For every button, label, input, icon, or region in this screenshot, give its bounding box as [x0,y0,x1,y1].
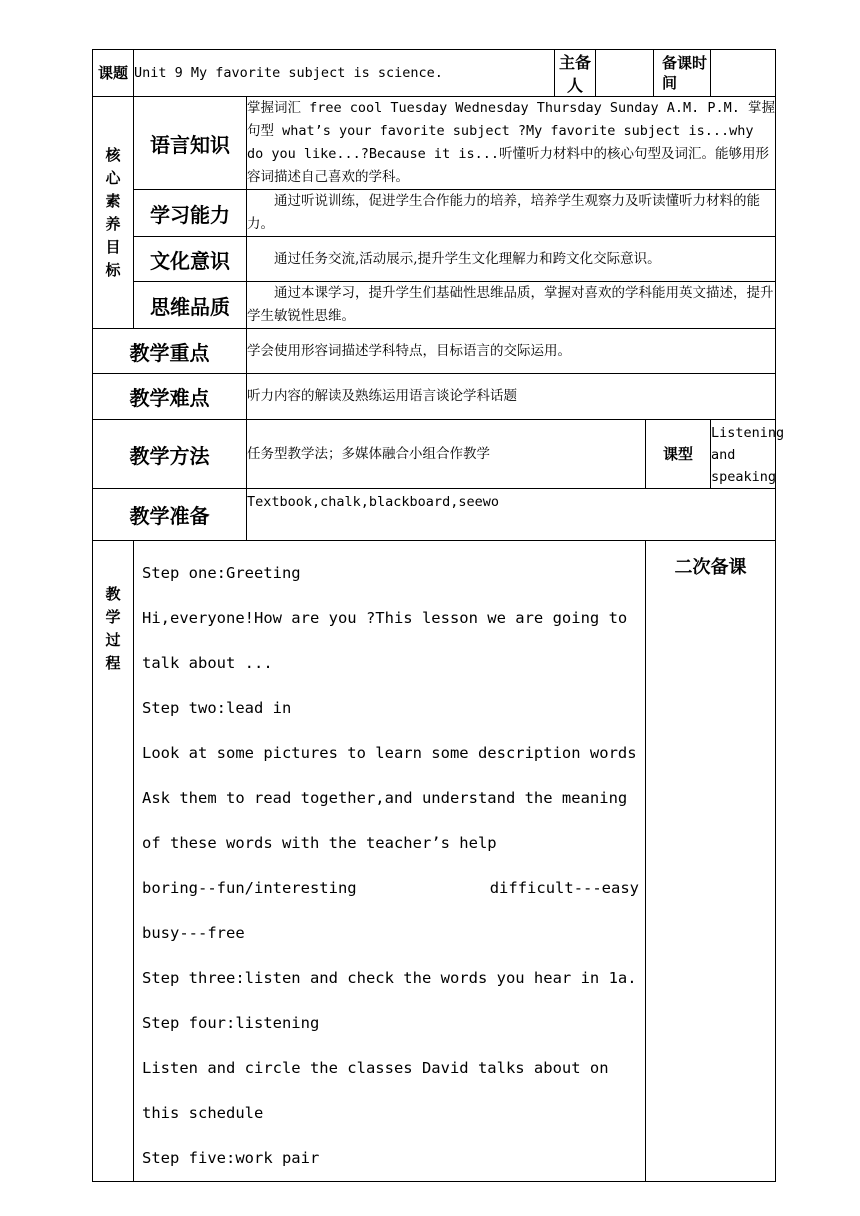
preparation-text: Textbook,chalk,blackboard,seewo [247,489,776,541]
core-goals-label: 核心素养目标 [93,97,134,329]
goal-row-culture [93,237,776,282]
key-points-row [93,329,776,374]
prep-time-label: 备课时间 [654,50,711,97]
second-prep-label: 二次备课 [646,541,776,1182]
goal-row-thinking [93,282,776,329]
goal-label-culture: 文化意识 [134,237,247,282]
process-row [93,541,776,1182]
preparer-value [596,50,654,97]
step-line: talk about ... [142,654,273,672]
step-line: Look at some pictures to learn some description words [142,744,637,762]
step-line: Hi,everyone!How are you ?This lesson we are going to [142,609,628,627]
goal-text-learning: 通过听说训练，促进学生合作能力的培养，培养学生观察力及听读懂听力材料的能力。 [247,190,776,237]
goal-text-thinking: 通过本课学习，提升学生们基础性思维品质，掌握对喜欢的学科能用英文描述，提升学生敏锐性思维。 [247,282,776,329]
difficulties-text: 听力内容的解读及熟练运用语言谈论学科话题 [247,374,776,420]
methods-text: 任务型教学法；多媒体融合小组合作教学 [247,420,646,489]
preparation-label: 教学准备 [93,489,247,541]
goal-label-learning: 学习能力 [134,190,247,237]
preparation-row [93,489,776,541]
step-line: Listen and circle the classes David talks about on [142,1059,609,1077]
goal-text-language: 掌握词汇 free cool Tuesday Wednesday Thursday Sunday A.M. P.M. 掌握句型 what’s your favorite subject ?My favorite subject is...why do you like...?Because it is...听懂听力材料中的核心句型及词汇。能够用形容词描述自己喜欢的学科。 [247,97,776,190]
lesson-plan-table [92,49,785,1182]
header-row [93,50,776,97]
step-line: Step two:lead in [142,699,292,717]
topic-value: Unit 9 My favorite subject is science. [134,50,555,97]
goal-row-learning [93,190,776,237]
step-line: busy---free [142,924,245,942]
word-pair-left: boring--fun/interesting [142,879,357,897]
prep-time-value [711,50,776,97]
step-line: Step one:Greeting [142,564,301,582]
methods-label: 教学方法 [93,420,247,489]
step-line: Step four:listening [142,1014,320,1032]
lesson-type-label: 课型 [646,420,711,489]
step-line: Step three:listen and check the words you hear in 1a. [142,969,637,987]
word-pair-right: difficult---easy [489,879,640,897]
goal-label-language: 语言知识 [134,97,247,190]
lesson-type-value: Listening and speaking [711,420,776,489]
goal-row-language [93,97,776,190]
process-label: 教学过程 [93,541,134,1182]
difficulties-row [93,374,776,420]
step-line: this schedule [142,1104,264,1122]
step-line: Ask them to read together,and understand the meaning [142,789,628,807]
preparer-label: 主备人 [555,50,596,97]
word-pair-line [142,866,639,911]
process-steps [134,541,646,1182]
key-points-text: 学会使用形容词描述学科特点，目标语言的交际运用。 [247,329,776,374]
key-points-label: 教学重点 [93,329,247,374]
methods-row [93,420,776,489]
topic-label: 课题 [93,50,134,97]
goal-text-culture: 通过任务交流,活动展示,提升学生文化理解力和跨文化交际意识。 [247,237,776,282]
step-line: Step five:work pair [142,1149,320,1167]
step-line: of these words with the teacher’s help [142,834,497,852]
goal-label-thinking: 思维品质 [134,282,247,329]
difficulties-label: 教学难点 [93,374,247,420]
